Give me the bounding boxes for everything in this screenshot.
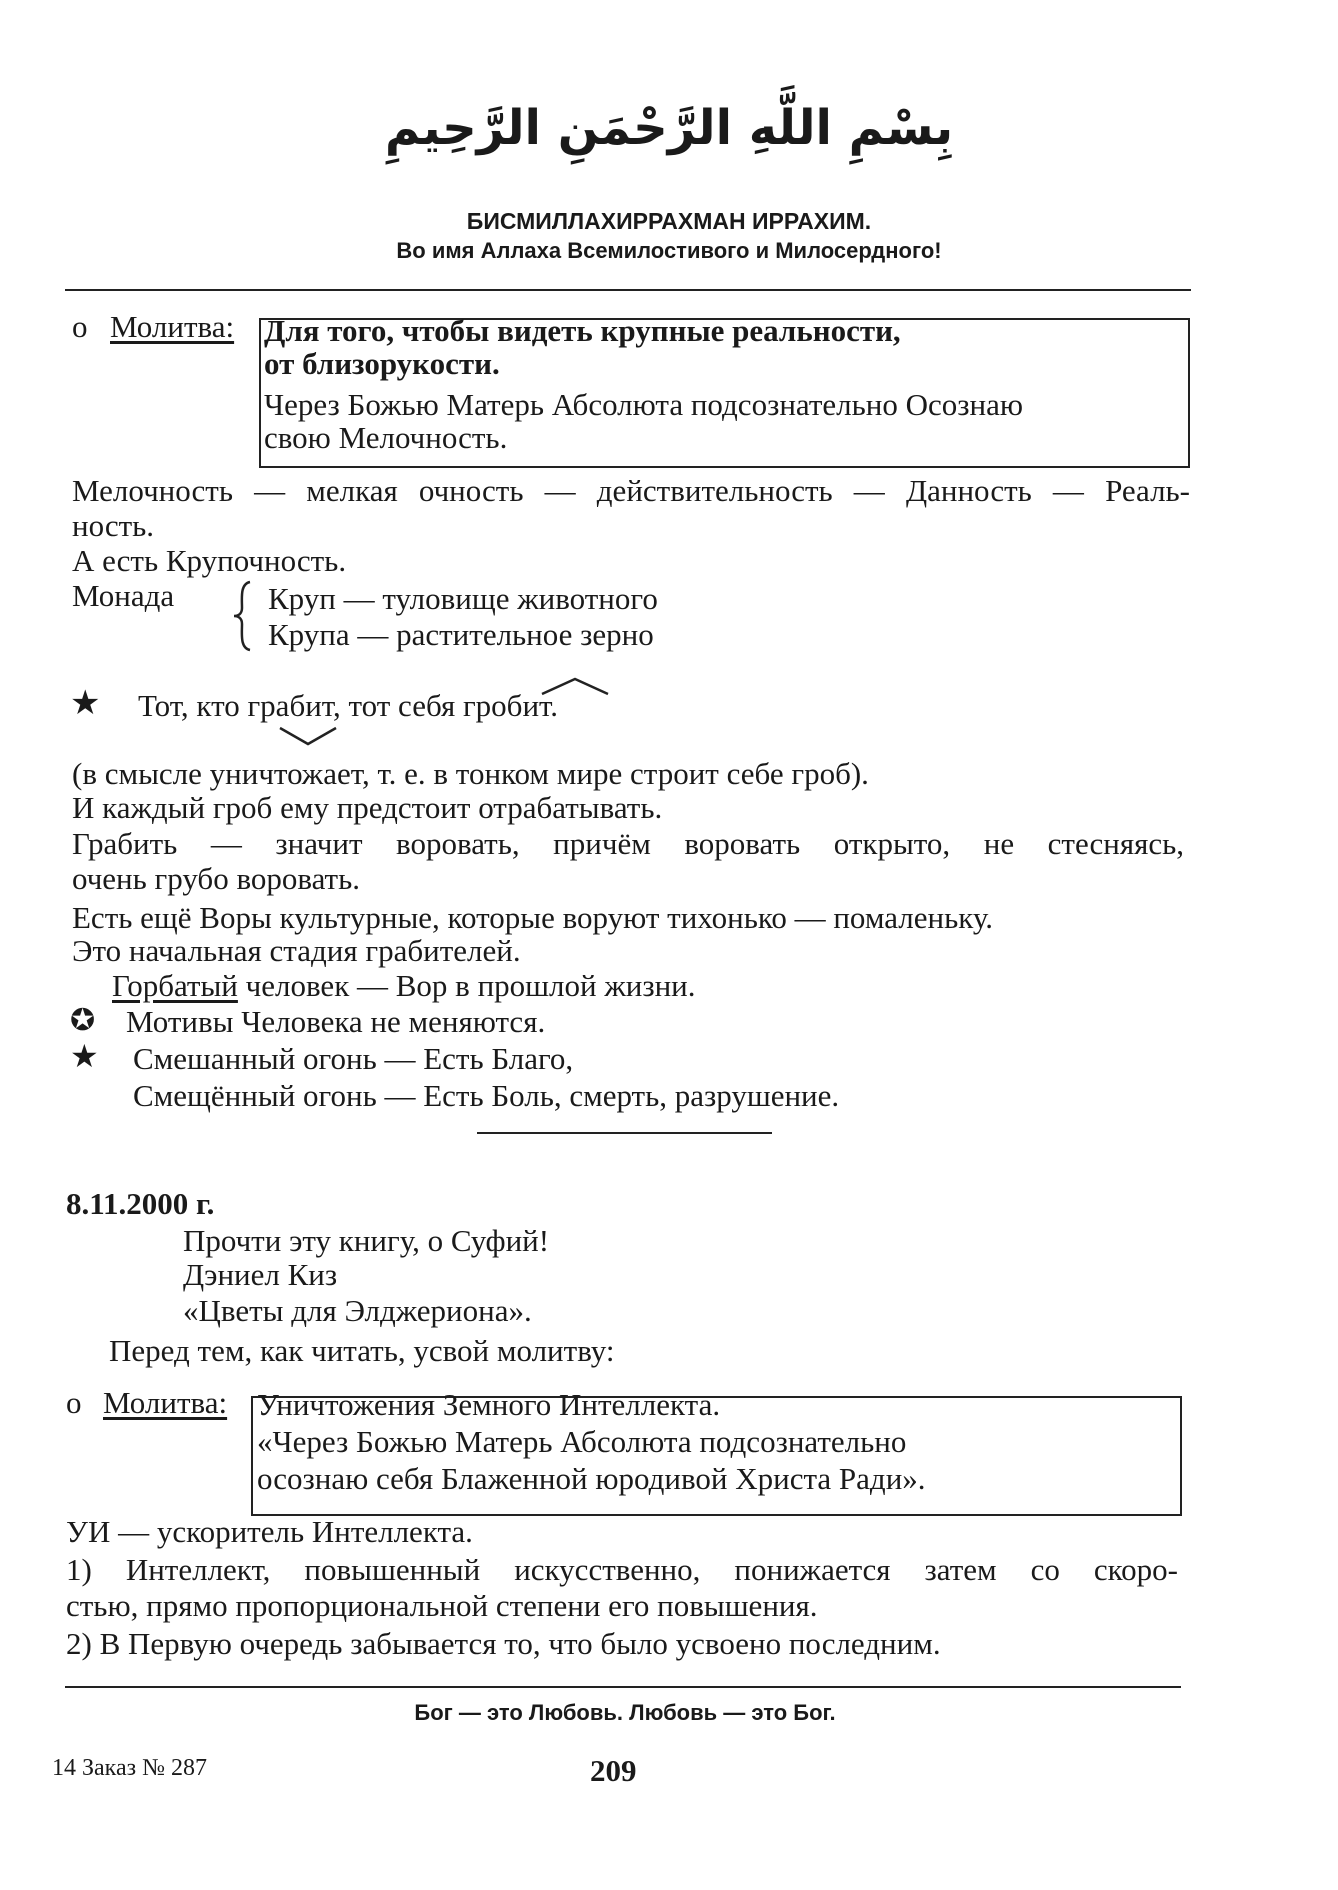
prayer-line: осознаю себя Блаженной юродивой Христа Ради». — [257, 1461, 926, 1496]
body-line: стью, прямо пропорциональной степени его повышения. — [66, 1588, 818, 1623]
hunchback-word: Горбатый — [112, 968, 238, 1003]
body-line: очень грубо воровать. — [72, 861, 360, 896]
prayer-bullet: o — [72, 309, 88, 344]
book-line: «Цветы для Элджериона». — [183, 1293, 532, 1328]
body-line: ность. — [72, 508, 155, 543]
prayer-label: Молитва: — [110, 309, 235, 344]
body-line — [112, 968, 696, 1004]
proverb-text: , тот себя — [333, 688, 463, 723]
body-line: Мелочность — мелкая очность — действительность — Данность — Реаль- — [72, 473, 1190, 508]
section-divider — [477, 1132, 772, 1134]
brace-item: Крупа — растительное зерно — [268, 617, 654, 652]
footer-motto: Бог — это Любовь. Любовь — это Бог. — [414, 1700, 836, 1725]
page-number: 209 — [590, 1753, 637, 1788]
proverb-text: Тот, кто — [138, 688, 248, 723]
cup-mark — [278, 724, 338, 748]
prayer-line: Через Божью Матерь Абсолюта подсознательно Осознаю — [264, 387, 1024, 422]
body-line: Смещённый огонь — Есть Боль, смерть, разрушение. — [133, 1078, 840, 1113]
star-icon: ★ — [70, 683, 101, 723]
proverb-word-grobit: гробит — [462, 688, 551, 723]
prayer-line: свою Мелочность. — [264, 420, 508, 455]
body-line: Грабить — значит воровать, причём воровать открыто, не стесняясь, — [72, 826, 1184, 861]
body-line: Перед тем, как читать, усвой молитву: — [109, 1333, 615, 1368]
cap-mark — [540, 676, 610, 698]
brace-item: Круп — туловище животного — [268, 581, 658, 616]
body-line: Есть ещё Воры культурные, которые воруют тихонько — помаленьку. — [72, 900, 993, 935]
body-line: (в смысле уничтожает, т. е. в тонком мире строит себе гроб). — [72, 756, 869, 791]
prayer-line: Уничтожения Земного Интеллекта. — [257, 1387, 721, 1422]
body-text — [72, 826, 1184, 862]
body-line: Смешанный огонь — Есть Благо, — [133, 1041, 574, 1076]
book-line: Дэниел Киз — [183, 1257, 338, 1292]
arabic-calligraphy: بِسْمِ اللَّهِ الرَّحْمَنِ الرَّحِيمِ — [384, 100, 954, 156]
body-line: Мотивы Человека не меняются. — [126, 1004, 546, 1039]
circle-star-icon: ✪ — [70, 1003, 96, 1038]
header-title: БИСМИЛЛАХИРРАХМАН ИРРАХИМ. — [466, 208, 872, 234]
header-divider — [65, 289, 1191, 291]
body-line: УИ — ускоритель Интеллекта. — [66, 1514, 473, 1549]
prayer-label: Молитва: — [103, 1385, 228, 1420]
curly-brace — [228, 578, 258, 654]
print-order: 14 Заказ № 287 — [52, 1755, 208, 1781]
entry-date: 8.11.2000 г. — [66, 1186, 215, 1221]
body-line: И каждый гроб ему предстоит отрабатывать. — [72, 790, 663, 825]
proverb-line — [138, 688, 558, 724]
body-text: человек — Вор в прошлой жизни. — [237, 968, 696, 1003]
star-icon: ★ — [70, 1037, 99, 1075]
header-subtitle: Во имя Аллаха Всемилостивого и Милосердного! — [396, 238, 942, 263]
prayer-line: Для того, чтобы видеть крупные реальности, — [264, 313, 901, 348]
body-text — [72, 473, 1190, 509]
body-text — [66, 1552, 1178, 1588]
body-line: 2) В Первую очередь забывается то, что было усвоено последним. — [66, 1626, 941, 1661]
prayer-bullet: o — [66, 1385, 82, 1420]
body-line: 1) Интеллект, повышенный искусственно, понижается затем со скоро- — [66, 1552, 1178, 1587]
proverb-word-grabit: грабит — [247, 688, 334, 723]
footer-divider — [65, 1686, 1181, 1688]
proverb-text: . — [550, 688, 559, 723]
body-line: Это начальная стадия грабителей. — [72, 933, 521, 968]
body-line: А есть Крупочность. — [72, 543, 347, 578]
prayer-line: «Через Божью Матерь Абсолюта подсознательно — [257, 1424, 907, 1459]
prayer-line: от близорукости. — [264, 346, 500, 381]
book-line: Прочти эту книгу, о Суфий! — [183, 1223, 550, 1258]
monada-label: Монада — [72, 578, 175, 613]
